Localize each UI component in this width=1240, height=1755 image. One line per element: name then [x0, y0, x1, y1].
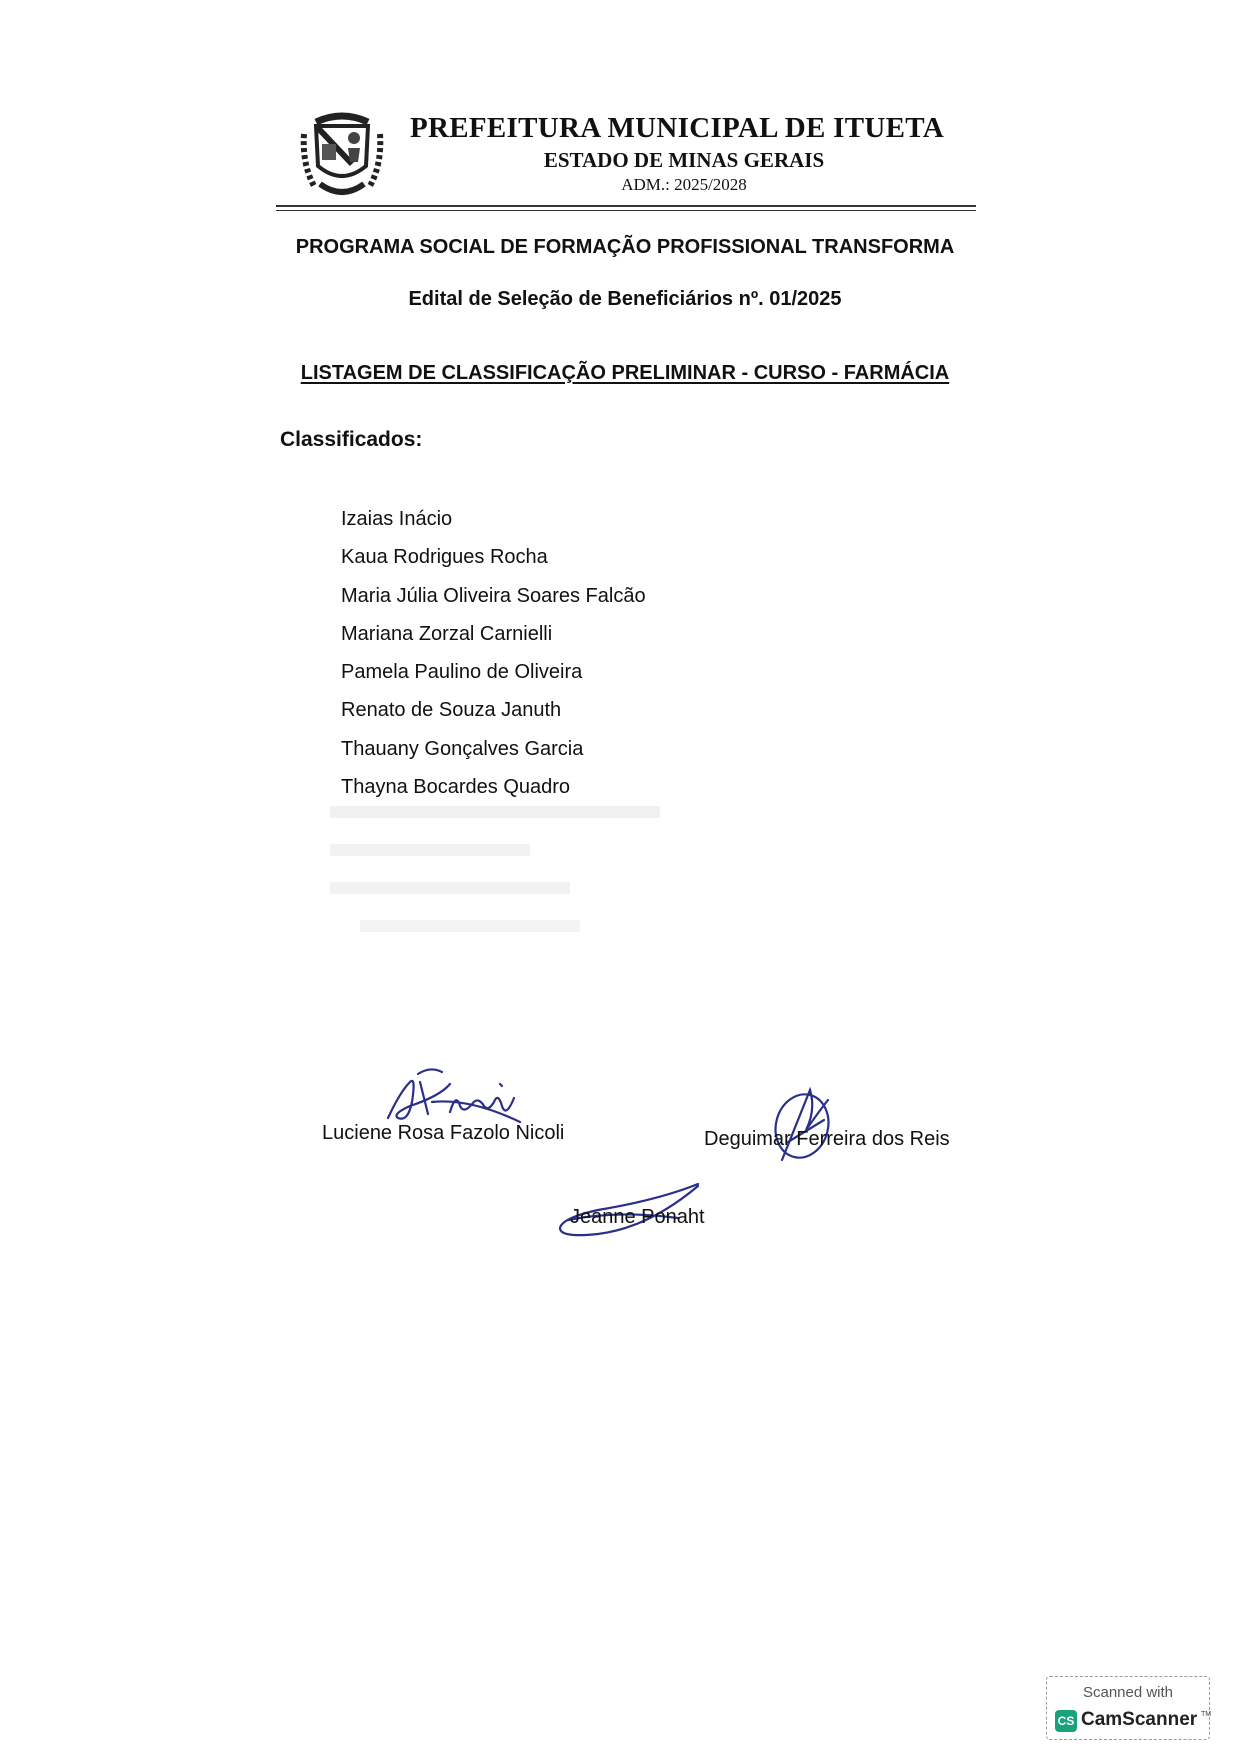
classified-list: [341, 500, 646, 806]
list-item: Kaua Rodrigues Rocha: [341, 546, 548, 569]
bleed-through-marks: [320, 800, 680, 940]
municipality-title: PREFEITURA MUNICIPAL DE ITUETA: [410, 112, 945, 144]
program-title: PROGRAMA SOCIAL DE FORMAÇÃO PROFISSIONAL TRANSFORMA: [295, 236, 955, 258]
camscanner-app-name: CamScanner: [1081, 1709, 1198, 1730]
scanned-with-label: Scanned with: [1082, 1684, 1174, 1701]
trademark-icon: TM: [1201, 1711, 1212, 1718]
list-item: Izaias Inácio: [341, 508, 453, 530]
state-name: ESTADO DE MINAS GERAIS: [543, 148, 825, 172]
list-item: Pamela Paulino de Oliveira: [341, 661, 583, 684]
signatory-name: Deguimar Ferreira dos Reis: [704, 1128, 950, 1150]
list-item: Renato de Souza Januth: [341, 699, 562, 722]
list-item: Maria Júlia Oliveira Soares Falcão: [341, 584, 646, 607]
signature-luciene: [380, 1062, 530, 1130]
list-item: Thayna Bocardes Quadro: [341, 776, 571, 799]
listing-title: [260, 362, 990, 385]
edital-title: Edital de Seleção de Beneficiários nº. 01/2025: [408, 288, 842, 310]
list-item: Mariana Zorzal Carnielli: [341, 622, 553, 645]
classified-label: Classificados:: [280, 428, 423, 451]
municipal-crest-icon: [292, 104, 392, 204]
header-divider: [276, 205, 976, 207]
list-item: Thauany Gonçalves Garcia: [341, 737, 584, 760]
signatory-name: Luciene Rosa Fazolo Nicoli: [322, 1122, 565, 1144]
camscanner-badge: [1046, 1676, 1210, 1740]
signature-deguimar: [758, 1080, 858, 1170]
listing-title-text: LISTAGEM DE CLASSIFICAÇÃO PRELIMINAR - CURSO - FARMÁCIA: [300, 362, 950, 384]
header-divider-thin: [276, 210, 976, 211]
camscanner-logo-icon: CS: [1055, 1710, 1077, 1732]
signatory-name: Jeanne Ponaht: [570, 1206, 705, 1228]
administration-period: ADM.: 2025/2028: [621, 175, 747, 194]
